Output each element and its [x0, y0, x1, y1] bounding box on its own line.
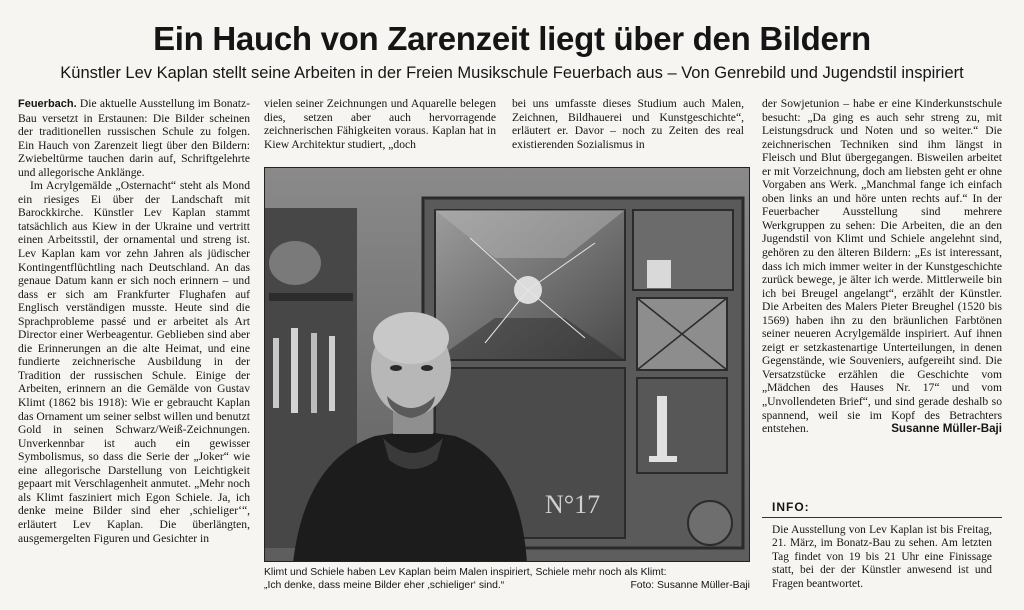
info-heading: INFO:: [762, 498, 1002, 518]
article-column-3: [512, 97, 744, 157]
info-box: [762, 498, 1002, 591]
photo-caption: [264, 566, 750, 592]
caption-line-1: Klimt und Schiele haben Lev Kaplan beim Malen inspiriert, Schiele mehr noch als Klimt:: [264, 567, 667, 578]
article-column-2-text: vielen seiner Zeichnungen und Aquarelle belegen dies, setzen aber auch hervorragende zeichnerischen Fähigkeiten voraus. Kaplan hat in Kiew Architektur studiert, „doch: [264, 97, 496, 151]
article-paragraph-1: [18, 97, 250, 179]
article-column-4-text: der Sowjetunion – habe er eine Kinderkunstschule besucht: „Da ging es auch sehr streng zu, mit Leistungsdruck und Noten und so weiter.“ Die zeichnerischen Techniken sind ihm längst in Fleisch und Blut übergegangen. Bisweilen arbeitet er mit Vorzeichnung, doch am liebsten geht er ohne Vorgaben ans Werk. „Manchmal fange ich einfach oben links an und höre unten rechts auf.“ In der Feuerbacher Ausstellung sind mehrere Werkgruppen zu sehen: Die Arbeiten, die an den Jugendstil von Klimt und Schiele angelehnt sind, gehören zu den älteren Bildern: „Es ist interessant, dass ich mich immer weiter in der Kunstgeschichte zurück bewege, je älter ich werde. Mittlerweile bin ich bei Breugel angelangt“, erzählt der Künstler. Die Arbeiten des Malers Pieter Breughel (1520 bis 1569) haben ihn zu den bräunlichen Farbtönen seiner neueren Acrylgemälde inspiriert. Auf ihnen zeigt er setzkastenartige Unterteilungen, in denen Gegenstände, wie Souveniers, aufgereiht sind. Die Versatzstücke erzählen die Geschichte vom „Mädchen des Hauses Nr. 17“ und vom „Unvollendeten Brief“, und sind gerade deshalb so spannend, weil sie im Kopf des Betrachters entstehen. Susanne Müller-Baji: [762, 97, 1002, 436]
article-dateline: Feuerbach.: [18, 98, 77, 110]
article-column-1: [18, 97, 250, 597]
caption-line-2-row: [264, 579, 750, 592]
article-paragraph-2: Im Acrylgemälde „Osternacht“ steht als Mond ein riesiges Ei über der Landschaft mit Barockkirche. Künstler Lev Kaplan stammt tatsächlich aus Kiew in der Ukraine und vertritt einen Arbeitsstil, der ornamental und streng ist. Lev Kaplan kam vor zehn Jahren als jüdischer Kontingentflüchtling nach Deutschland. An das genaue Datum kann er sich noch erinnern – und dass er sich am Frankfurter Flughafen auf Englisch verständigen musste. Heute sind die Sprachprobleme passé und er arbeitet als Art Director einer Werbeagentur. Geblieben sind aber die Erinnerungen an die alte Heimat, und eine fundierte zeichnerische Ausbildung in der Tradition der russischen Schule. Einige der Arbeiten, erinnern an die Gemälde von Gustav Klimt (1862 bis 1918): Wie er gebraucht Kaplan das Ornament um seiner selbst willen und benutzt Gold in seinen Schwarz/Weiß-Zeichnungen. Unverkennbar ist auch ein gewisser Symbolismus, so dass die Serie der „Joker“ wie eine allegorische Darstellung von Leichtigkeit gepaart mit Verschlagenheit anmutet. „Mehr noch als Klimt fasziniert mich Egon Schiele. Ja, ich denke meine Bilder sind eher ‚schieliger‘“, erläutert Lev Kaplan. Die überlängten, ausgemergelten Figuren und Gesichter in: [18, 179, 250, 545]
article-column-2: [264, 97, 496, 157]
painting-number: N°17: [545, 490, 601, 519]
photo-credit: Foto: Susanne Müller-Baji: [630, 580, 750, 591]
caption-line-2: „Ich denke, dass meine Bilder eher ‚schieliger‘ sind.“: [264, 580, 505, 591]
article-paragraph-1-text: Die aktuelle Ausstellung im Bonatz-Bau versetzt in Erstaunen: Die Bilder scheinen der traditionellen russischen Schule zu folgen. Ein Hauch von Zarenzeit liegt über den Bildern: Zwiebeltürme tauchen darin auf, Schriftgelehrte und allegorische Anklänge.: [18, 97, 250, 179]
headline: Ein Hauch von Zarenzeit liegt über den Bildern: [153, 20, 871, 57]
subheadline: Künstler Lev Kaplan stellt seine Arbeiten in der Freien Musikschule Feuerbach aus – Von Genrebild und Jugendstil inspiriert: [60, 64, 964, 82]
info-text: Die Ausstellung von Lev Kaplan ist bis Freitag, 21. März, im Bonatz-Bau zu sehen. Am letzten Tag findet von 19 bis 21 Uhr eine Finissage statt, bei der der Künstler anwesend ist und Fragen beantwortet.: [772, 524, 992, 590]
artist-photo-illustration: [265, 168, 750, 562]
artist-photo: [264, 167, 750, 562]
article-column-3-text: bei uns umfasste dieses Studium auch Malen, Zeichnen, Bildhauerei und Kunstgeschichte“, erläutert er. Davor – noch zu Zeiten des real existierenden Sozialismus in: [512, 97, 744, 151]
author-signature: Susanne Müller-Baji: [891, 422, 1002, 436]
article-column-4: [762, 97, 1002, 492]
